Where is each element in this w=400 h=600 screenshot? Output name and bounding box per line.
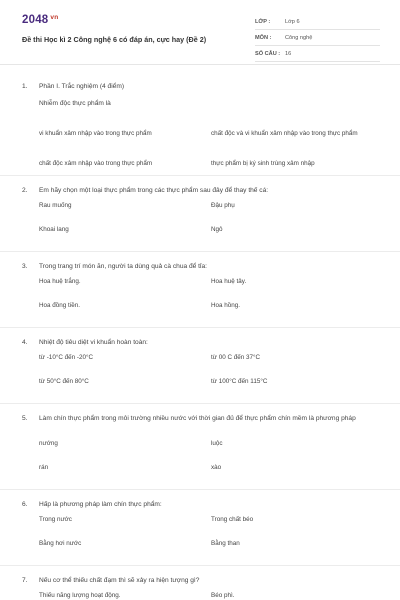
answer-option[interactable]: Thiếu năng lượng hoạt động. [39,592,121,599]
question-number: 1. [22,83,28,90]
question-text: Trong trang trí món ăn, người ta dùng quả cà chua để tỉa: [39,263,207,270]
question-text: Nhiệt độ tiêu diệt vi khuẩn hoàn toàn: [39,339,148,346]
answer-option[interactable]: Trong chất béo [211,516,254,523]
answer-option[interactable]: Bằng hơi nước [39,540,82,547]
meta-row-subject [255,30,380,46]
question-number: 7. [22,577,28,584]
brand-logo[interactable] [22,14,58,26]
answer-option[interactable]: từ 00 C đến 37°C [211,354,261,361]
meta-label: LỚP : [255,18,271,25]
question-text: Làm chín thực phẩm trong môi trường nhiều nước với thời gian đủ để thực phẩm chín mềm là phương pháp [39,415,356,422]
answer-option[interactable]: vi khuẩn xâm nhập vào trong thực phẩm [39,129,152,137]
question-2 [0,176,400,252]
answer-option[interactable]: xào [211,464,222,471]
question-text: Em hãy chọn một loại thực phẩm trong các thực phẩm sau đây để thay thế cá: [39,187,269,194]
question-number: 5. [22,415,28,422]
answer-option[interactable]: Hoa huệ tây. [211,278,247,285]
meta-value: Lớp 6 [285,18,300,25]
answer-option[interactable]: Đậu phụ [211,202,235,209]
answer-option[interactable]: thực phẩm bị ký sinh trùng xâm nhập [211,159,315,167]
answer-option[interactable]: từ 50°C đến 80°C [39,378,89,385]
meta-label: MÔN : [255,34,272,41]
answer-option[interactable]: từ -10°C đến -20°C [39,354,94,361]
question-text: Phần I. Trắc nghiệm (4 điểm) [39,83,125,90]
meta-label: SỐ CÂU : [255,50,281,57]
answer-option[interactable]: rán [39,464,49,471]
meta-value: 16 [285,50,292,57]
answer-option[interactable]: Trong nước [39,516,72,523]
question-5 [0,404,400,490]
question-7 [0,566,400,600]
question-6 [0,490,400,566]
brand-suffix: vn [50,14,59,21]
question-subtext: Nhiễm độc thực phẩm là [39,100,111,107]
answer-option[interactable]: từ 100°C đến 115°C [211,378,268,385]
question-4 [0,328,400,404]
question-text: Nếu cơ thể thiếu chất đạm thì sẽ xảy ra hiện tượng gì? [39,577,200,584]
question-number: 6. [22,501,28,508]
answer-option[interactable]: chất độc xâm nhập vào trong thực phẩm [39,159,153,167]
answer-option[interactable]: Hoa đồng tiền. [39,302,80,309]
answer-option[interactable]: nướng [39,440,58,447]
answer-option[interactable]: Hoa hồng. [211,302,241,309]
meta-panel [255,14,380,62]
answer-option[interactable]: chất độc và vi khuẩn xâm nhập vào trong thực phẩm [211,129,358,137]
answer-option[interactable]: luộc [211,440,223,447]
meta-value: Công nghệ [285,34,313,41]
question-1 [0,72,400,176]
question-number: 2. [22,187,28,194]
meta-row-class [255,14,380,30]
question-list [0,72,400,600]
question-number [22,99,39,108]
brand-name: 2048 [22,14,49,26]
meta-row-count [255,46,380,62]
page-title: Đề thi Học kì 2 Công nghệ 6 có đáp án, cực hay (Đề 2) [22,35,207,44]
question-number: 3. [22,263,28,270]
answer-option[interactable]: Bằng than [211,540,240,547]
answer-option[interactable]: Rau muống [39,202,72,209]
question-number: 4. [22,339,28,346]
answer-option[interactable]: Khoai lang [39,226,69,233]
answer-option[interactable]: Ngô [211,226,223,233]
answer-option[interactable]: Béo phì. [211,592,235,599]
question-3 [0,252,400,328]
header [0,0,400,65]
question-text: Hấp là phương pháp làm chín thực phẩm: [39,501,162,508]
answer-option[interactable]: Hoa huệ trắng. [39,278,81,285]
